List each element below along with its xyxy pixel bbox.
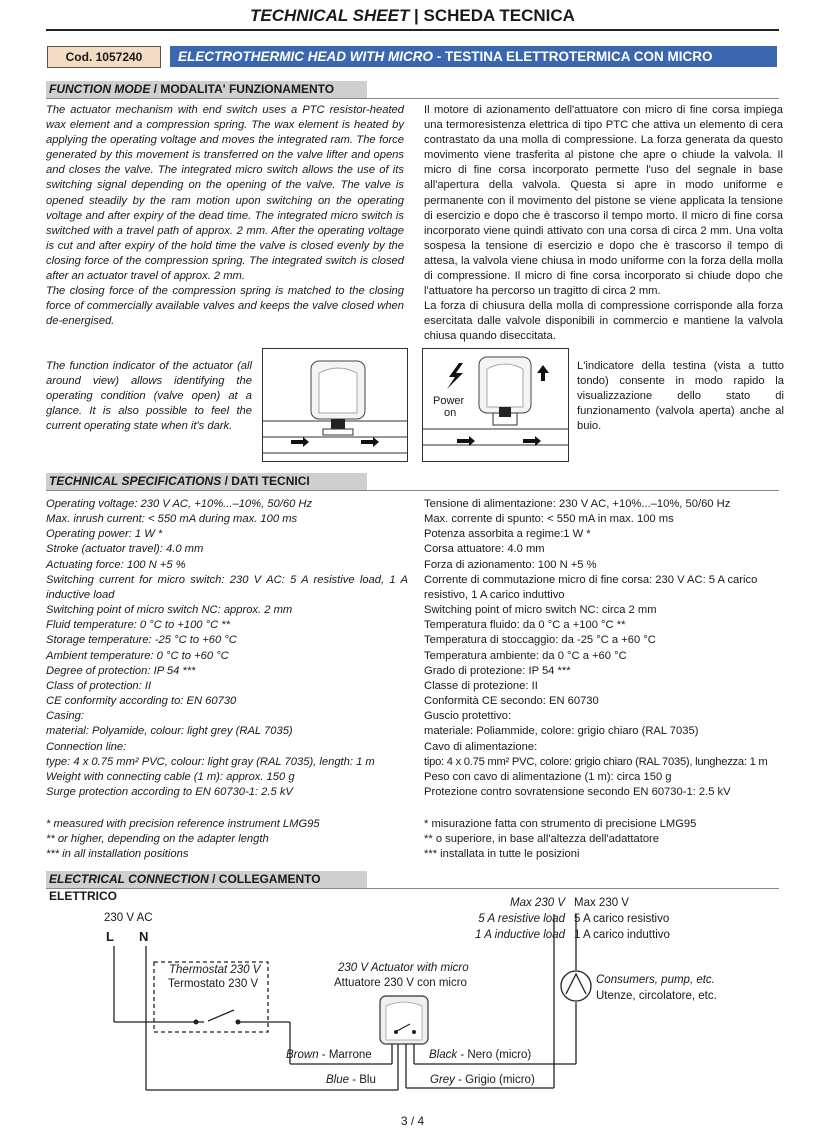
function-text-en-2: The closing force of the compression spring is matched to the closing force of commercially available valves and keeps the valve closed when de-energised. <box>46 285 404 328</box>
actuator-label-en: 230 V Actuator with micro <box>338 962 469 974</box>
title-en: TECHNICAL SHEET <box>250 6 410 25</box>
brown-it: - Marrone <box>318 1049 372 1061</box>
footnote-en: *** in all installation positions <box>46 848 189 861</box>
spec-line-it: Guscio protettivo: <box>424 710 512 723</box>
spec-line-en: Operating voltage: 230 V AC, +10%...–10%, 50/60 Hz <box>46 498 313 510</box>
black-wire-label <box>429 1048 531 1062</box>
footnote-en: ** or higher, depending on the adapter length <box>46 833 269 846</box>
spec-line-en: Switching point of micro switch NC: approx. 2 mm <box>46 604 293 617</box>
function-text-it-2: La forza di chiusura della molla di compressione corrisponde alla forza esercitata dalle valvole disponibili in commercio e mantiene la valvola chiusa quando diseccitata. <box>424 300 783 343</box>
inductive-label-en: 1 A inductive load <box>475 929 565 941</box>
max-label-en: Max 230 V <box>510 897 565 909</box>
heading-en: TECHNICAL SPECIFICATIONS <box>49 474 222 488</box>
grey-it: - Grigio (micro) <box>454 1074 535 1086</box>
footnote-en: * measured with precision reference instrument LMG95 <box>46 818 320 830</box>
spec-line-it: Tensione di alimentazione: 230 V AC, +10%...–10%, 50/60 Hz <box>424 498 731 510</box>
spec-line-en: type: 4 x 0.75 mm² PVC, colour: light gray (RAL 7035), length: 1 m <box>46 755 375 768</box>
footnote-it: ** o superiore, in base all'altezza dell'adattatore <box>424 833 660 846</box>
resistive-label-it: 5 A carico resistivo <box>574 913 670 925</box>
spec-line-it: Forza di azionamento: 100 N +5 % <box>424 558 597 571</box>
spec-line-it: Cavo di alimentazione: <box>424 740 538 753</box>
product-name-it: TESTINA ELETTROTERMICA CON MICRO <box>444 49 713 64</box>
spec-line-en: Operating power: 1 W * <box>46 528 163 541</box>
spec-line-it: Temperatura fluido: da 0 °C a +100 °C ** <box>424 619 626 632</box>
neutral-label: N <box>139 929 149 944</box>
heading-sep: / <box>208 872 219 886</box>
title-sep: | <box>409 6 424 25</box>
blue-it: - Blu <box>349 1074 376 1086</box>
product-code: Cod. 1057240 <box>47 46 161 68</box>
heading-sep: / <box>150 82 161 96</box>
spec-line-en: CE conformity according to: EN 60730 <box>46 695 237 708</box>
spec-line-it: Corrente di commutazione micro di fine corsa: 230 V AC: 5 A carico resistivo, 1 A carico induttivo <box>424 573 758 601</box>
spec-line-it: Conformità CE secondo: EN 60730 <box>424 695 599 708</box>
thermostat-label-en: Thermostat 230 V <box>169 964 261 976</box>
inductive-label-it: 1 A carico induttivo <box>574 929 670 941</box>
spec-line-it: Potenza assorbita a regime:1 W * <box>424 528 591 541</box>
actuator-icon <box>380 996 428 1044</box>
black-en: Black <box>429 1049 458 1061</box>
spec-line-it: Classe di protezione: II <box>424 679 538 692</box>
spec-line-en: Stroke (actuator travel): 4.0 mm <box>46 543 204 556</box>
spec-line-en: Ambient temperature: 0 °C to +60 °C <box>46 649 229 662</box>
consumers-label-it: Utenze, circolatore, etc. <box>596 990 717 1002</box>
spec-line-en: material: Polyamide, colour: light grey (RAL 7035) <box>46 725 293 738</box>
heading-it: MODALITA' FUNZIONAMENTO <box>160 82 335 96</box>
spec-line-it: Max. corrente di spunto: < 550 mA in max. 100 ms <box>424 513 674 526</box>
brown-wire-label <box>286 1048 372 1062</box>
spec-line-en: Actuating force: 100 N +5 % <box>46 558 186 571</box>
consumers-label-en: Consumers, pump, etc. <box>596 974 715 986</box>
indicator-text-it: L'indicatore della testina (vista a tutto tondo) consente in modo rapido la visualizzazione dello stato di funzionamento (valvola aperta) anche al buio. <box>577 360 784 433</box>
spec-line-it: Temperatura ambiente: da 0 °C a +60 °C <box>424 649 627 662</box>
power-label-1: Power <box>433 395 465 407</box>
function-text-it-1: Il motore di azionamento dell'attuatore con micro di fine corsa impiega una termoresistenza elettrica di tipo PTC che attiva un elemento di cera contrastato da una molla di compressione. La forza generata da questo movimento viene trasferita al pistone che apre o chiude la valvola. Il micro di fine corsa incorporato permette l'uso del segnale in base all'apertura della valvola. Questa si apre in modo uniforme e permanente con il movimento del pistone se viene applicata la tensione di esercizio e dopo che è trascorso il tempo morto. Il micro di fine corsa incorporato viene quindi attivato con una corsa di circa 2 mm. Una volta sospesa la tensione di esercizio e dopo che è trascorso il tempo di attesa, la valvola viene chiusa in modo uniforme con la forza della molla di compressione. Il micro di fine corsa incorporato si chiude dopo che l'attuatore ha percorso un tragitto di circa 2 mm. <box>424 104 783 298</box>
black-it: - Nero (micro) <box>457 1049 532 1061</box>
spec-line-en: Storage temperature: -25 °C to +60 °C <box>46 634 237 647</box>
live-label: L <box>106 929 114 944</box>
spec-line-it: Protezione contro sovratensione secondo EN 60730-1: 2.5 kV <box>424 785 731 798</box>
spec-line-en: Weight with connecting cable (1 m): approx. 150 g <box>46 770 295 783</box>
spec-line-en: Surge protection according to EN 60730-1: 2.5 kV <box>46 785 293 798</box>
spec-line-en: Casing: <box>46 710 84 723</box>
heading-sep: / <box>221 474 232 488</box>
title-it: SCHEDA TECNICA <box>423 6 575 25</box>
spec-line-it: materiale: Poliammide, colore: grigio chiaro (RAL 7035) <box>424 725 699 738</box>
indicator-text-en: The function indicator of the actuator (all around view) allows identifying the operating condition (valve open) at a glance. It is also possible to feel the current operating state when it's dark. <box>46 360 252 433</box>
blue-wire-label <box>326 1073 376 1087</box>
heading-en: ELECTRICAL CONNECTION <box>49 872 209 886</box>
spec-line-it: Temperatura di stoccaggio: da -25 °C a +60 °C <box>424 634 656 647</box>
function-text-en-1: The actuator mechanism with end switch uses a PTC resistor-heated wax element and a compression spring. The wax element is heated by applying the operating voltage and moves the integrated ram. The force generated by this movement is transferred on the valve lifter and opens and closes the valve. The integrated micro switch allows the use of its switching signal depending on the opening of the valve. The valve is opened steadily by the ram motion upon switching on the operating voltage and after expiry of the dead time. The integrated micro switch is switched with a travel path of approx. 2 mm. After the operating voltage is cut and after expiry of the hold time the valve is closed evenly by the closing force of the compression spring. The integrated switch is closed after an actuator travel of approx. 2 mm. <box>46 104 404 283</box>
product-name-en: ELECTROTHERMIC HEAD WITH MICRO <box>178 49 433 64</box>
spec-line-it: Peso con cavo di alimentazione (1 m): circa 150 g <box>424 770 672 783</box>
thermostat-label-it: Termostato 230 V <box>168 978 259 990</box>
spec-line-en: Fluid temperature: 0 °C to +100 °C ** <box>46 619 230 632</box>
spec-line-it: Grado di protezione: IP 54 *** <box>424 664 571 677</box>
grey-en: Grey <box>430 1074 455 1086</box>
spec-line-it: Switching point of micro switch NC: circa 2 mm <box>424 604 657 617</box>
pump-icon <box>561 971 591 1001</box>
spec-line-en: Degree of protection: IP 54 *** <box>46 664 196 677</box>
heading-it: DATI TECNICI <box>231 474 310 488</box>
max-label-it: Max 230 V <box>574 897 629 909</box>
heading-en: FUNCTION MODE <box>49 82 151 96</box>
footnote-it: *** installata in tutte le posizioni <box>424 848 580 861</box>
spec-line-en: Switching current for micro switch: 230 V AC: 5 A resistive load, 1 A inductive load <box>46 573 408 601</box>
brown-en: Brown <box>286 1049 319 1061</box>
spec-line-en: Max. inrush current: < 550 mA during max. 100 ms <box>46 513 298 526</box>
page-number: 3 / 4 <box>400 1114 425 1128</box>
spec-line-en: Connection line: <box>46 740 127 753</box>
actuator-label-it: Attuatore 230 V con micro <box>334 977 467 989</box>
supply-label: 230 V AC <box>104 912 153 924</box>
footnote-it: * misurazione fatta con strumento di precisione LMG95 <box>424 818 697 830</box>
product-name-sep: - <box>432 49 445 64</box>
heading-it: COLLEGAMENTO ELETTRICO <box>49 872 321 903</box>
spec-line-it: Corsa attuatore: 4.0 mm <box>424 543 545 556</box>
power-label-2: on <box>444 407 457 419</box>
blue-en: Blue <box>326 1074 350 1086</box>
grey-wire-label <box>430 1073 535 1087</box>
spec-line-en: Class of protection: II <box>46 679 152 692</box>
resistive-label-en: 5 A resistive load <box>478 913 565 925</box>
spec-line-it: tipo: 4 x 0.75 mm² PVC, colore: grigio chiaro (RAL 7035), lunghezza: 1 m <box>424 755 768 768</box>
